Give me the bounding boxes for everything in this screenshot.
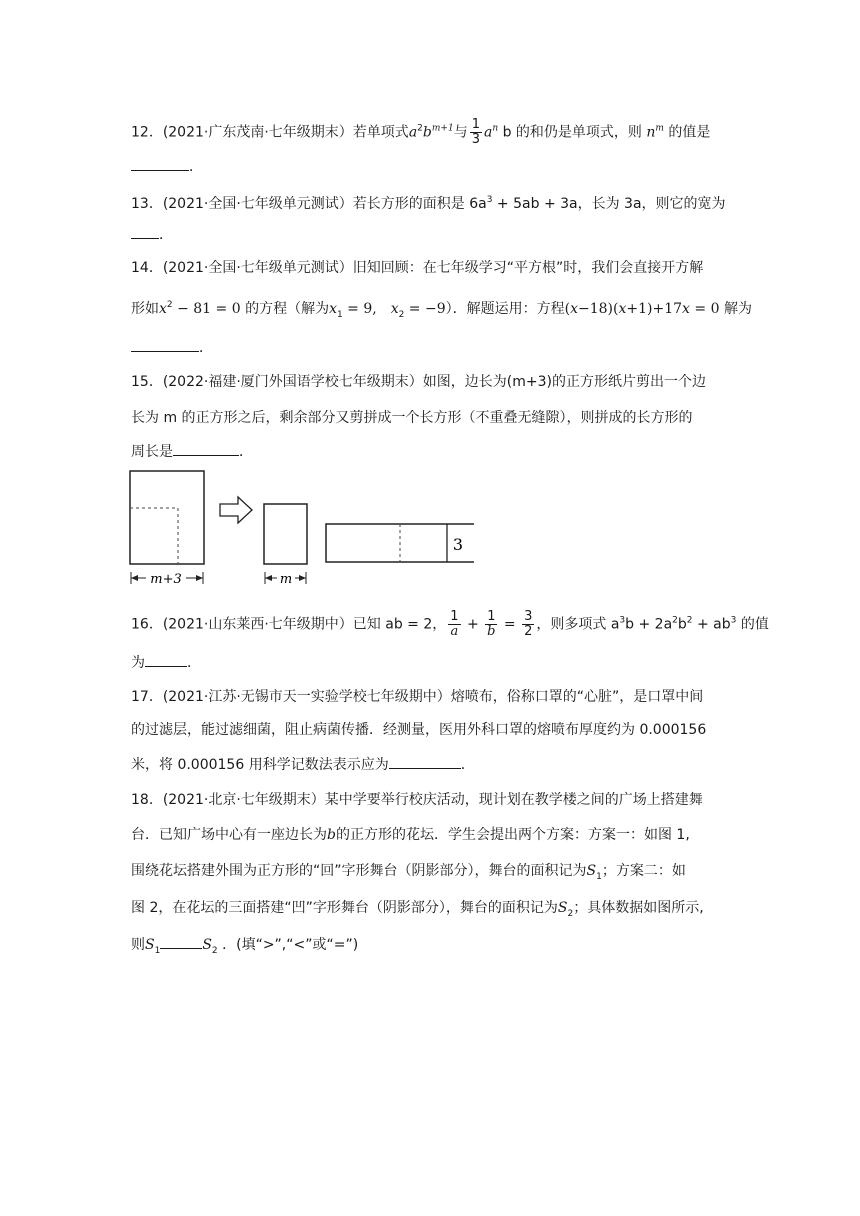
label-3: 3	[452, 535, 464, 554]
q13-answer-line: ．	[131, 224, 173, 245]
question-14: 14．(2021·全国·七年级单元测试）旧知回顾：在七年级学习“平方根”时，我们会直接开方解	[131, 260, 704, 276]
fraction-one-third: $\frac{1}{3}$	[471, 117, 480, 147]
big-square	[130, 471, 204, 564]
question-13: 13．(2021·全国·七年级单元测试）若长方形的面积是 $6a^3 + 5ab + 3a$，长为 3a，则它的宽为	[131, 195, 726, 212]
answer-blank[interactable]	[160, 934, 202, 949]
question-17: 17．(2021·江苏·无锡市天一实验学校七年级期中）熔喷布，俗称口罩的“心脏”，是口罩中间	[131, 689, 704, 705]
question-14-line2: 形如$x^2 - 81 = 0$ 的方程（解为$x_1 = 9$, $x_2 = -9$）．解题运用：方程(x−18)(x+1)+17x = 0 解为	[131, 300, 752, 320]
question-15-line3: 周长是 ．	[131, 441, 253, 462]
label-m-plus-3: m+3	[150, 572, 182, 587]
dashed-cut	[130, 508, 178, 564]
question-18-line4: 图 2，在花坛的三面搭建“凹”字形舞台（阴影部分），舞台的面积记为$S_2$；具体数据如图所示,	[131, 900, 704, 919]
question-16: 16．(2021·山东莱西·七年级期中）已知 ab = 2， $\frac{1}{a}$ + $\frac{1}{b}$ = $\frac{3}{2}$ ，则多项式 $a^3b + 2a^2b^2 + ab^3$ 的值	[131, 609, 769, 639]
q15-figure	[128, 466, 478, 590]
q12-source: 12．(2021·广东茂南·七年级期末）若单项式	[131, 124, 409, 141]
question-15-line2: 长为 m 的正方形之后，剩余部分又剪拼成一个长方形（不重叠无缝隙），则拼成的长方形的	[131, 410, 693, 426]
answer-blank[interactable]	[389, 754, 461, 769]
question-18-line5: 则$S_1$ $S_2$ ．(填“>”,“<”或“=”)	[131, 934, 358, 961]
q16-answer-line: 为 ．	[131, 652, 201, 673]
question-17-line2: 的过滤层，能过滤细菌，阻止病菌传播．经测量，医用外科口罩的熔喷布厚度约为 0.000156	[131, 722, 707, 738]
small-rectangle	[264, 504, 307, 564]
answer-blank[interactable]	[173, 441, 239, 456]
question-18-line3: 围绕花坛搭建外围为正方形的“回”字形舞台（阴影部分），舞台的面积记为$S_1$；方案二：如	[131, 863, 686, 882]
answer-blank[interactable]	[131, 337, 199, 352]
arrow-icon	[220, 497, 252, 523]
answer-blank[interactable]	[131, 224, 159, 239]
question-15: 15．(2022·福建·厦门外国语学校七年级期末）如图，边长为(m+3)的正方形纸片剪出一个边	[131, 374, 707, 390]
question-18-line2: 台．已知广场中心有一座边长为b的正方形的花坛．学生会提出两个方案：方案一：如图 1,	[131, 827, 690, 843]
label-m: m	[279, 572, 293, 587]
question-17-line3: 米，将 0.000156 用科学记数法表示应为 ．	[131, 754, 475, 775]
question-12: 12．(2021·广东茂南·七年级期末）若单项式$a^2b^{m+1}$与 $\frac{1}{3}$ $a^n$ b 的和仍是单项式，则 $n^m$ 的值是	[131, 117, 711, 147]
q12-answer-line: ．	[131, 156, 203, 177]
question-18: 18．(2021·北京·七年级期末）某中学要举行校庆活动，现计划在教学楼之间的广场上搭建舞	[131, 792, 703, 808]
answer-blank[interactable]	[131, 156, 189, 171]
answer-blank[interactable]	[145, 652, 187, 667]
q14-answer-line: ．	[131, 337, 213, 358]
